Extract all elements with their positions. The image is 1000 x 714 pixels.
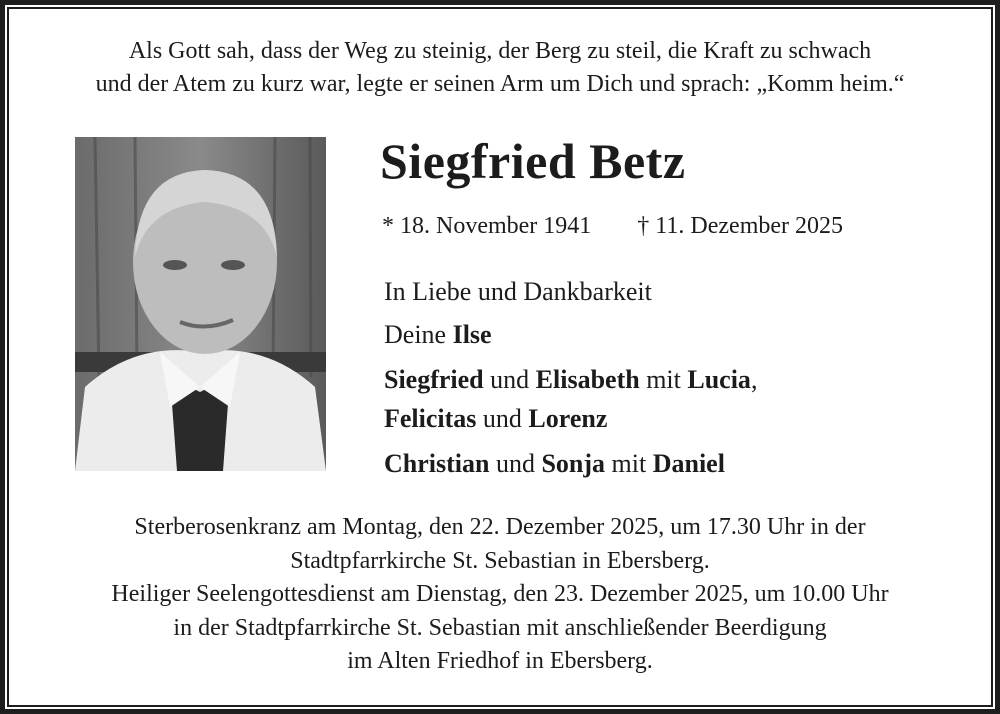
mourner-name: Siegfried — [384, 365, 484, 394]
life-dates — [382, 213, 843, 240]
service-line: Sterberosenkranz am Montag, den 22. Dezember 2025, um 17.30 Uhr in der — [134, 514, 866, 540]
mourner-name: Sonja — [541, 449, 606, 478]
death-cross-icon: † — [637, 213, 650, 239]
service-line: in der Stadtpfarrkirche St. Sebastian mit anschließender Beerdigung — [173, 614, 827, 641]
text: Deine — [384, 320, 453, 349]
text: mit — [639, 365, 688, 394]
text: , — [750, 365, 758, 394]
mourner-name: Lucia — [687, 365, 751, 394]
text: mit — [605, 449, 653, 478]
mourner-line-3 — [384, 402, 607, 436]
service-line: Stadtpfarrkirche St. Sebastian in Ebersberg. — [290, 547, 710, 574]
mourner-name: Lorenz — [528, 404, 608, 433]
quote-line-1: Als Gott sah, dass der Weg zu steinig, der Berg zu steil, die Kraft zu schwach — [128, 38, 872, 64]
mourner-line-1 — [384, 318, 492, 352]
death-date: 11. Dezember 2025 — [655, 213, 844, 239]
quote — [0, 35, 1000, 101]
mourner-name: Daniel — [652, 449, 725, 478]
text: und — [476, 404, 529, 433]
mourner-line-4 — [384, 447, 725, 481]
deceased-name: Siegfried Betz — [380, 133, 686, 189]
mourner-name: Ilse — [452, 320, 492, 349]
mourner-line-2 — [384, 363, 757, 397]
quote-line-2: und der Atem zu kurz war, legte er seinen Arm um Dich und sprach: „Komm heim.“ — [95, 71, 905, 97]
mourners-intro: In Liebe und Dankbarkeit — [384, 277, 652, 306]
mourner-name: Christian — [384, 449, 490, 478]
service-details — [0, 511, 1000, 679]
text: und — [483, 365, 536, 394]
mourner-name: Felicitas — [384, 404, 477, 433]
text: und — [489, 449, 542, 478]
birth-date: 18. November 1941 — [400, 213, 592, 239]
portrait-photo — [75, 137, 326, 471]
birth-star-icon: * — [382, 213, 394, 239]
service-line: Heiliger Seelengottesdienst am Dienstag, den 23. Dezember 2025, um 10.00 Uhr — [111, 581, 889, 607]
service-line: im Alten Friedhof in Ebersberg. — [347, 648, 653, 674]
mourner-name: Elisabeth — [535, 365, 640, 394]
